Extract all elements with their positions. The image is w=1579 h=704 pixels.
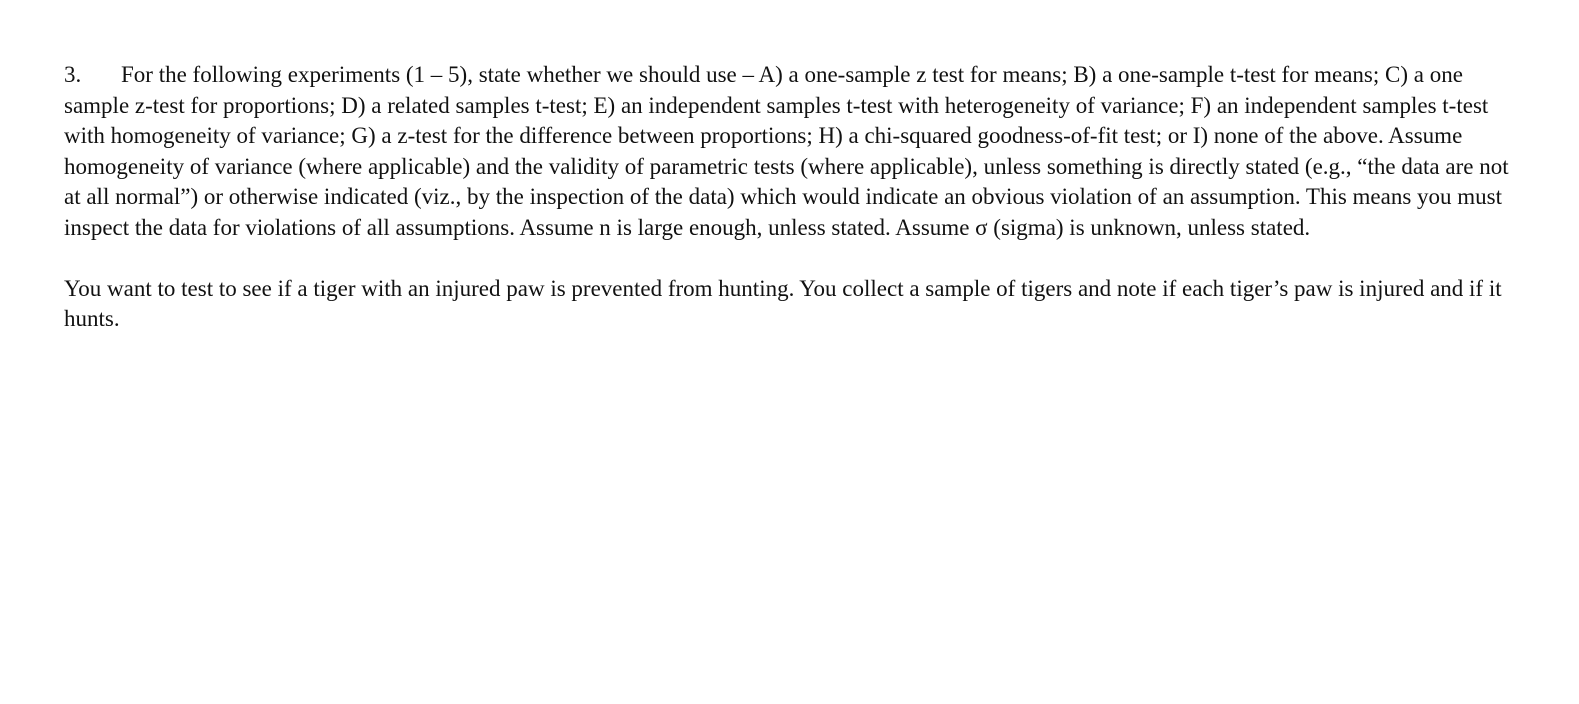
document-page bbox=[64, 60, 1524, 335]
question-text: For the following experiments (1 – 5), state whether we should use – A) a one-sample z test for means; B) a one-sample t-test for means; C) a one sample z-test for proportions; D) a related samples t-test; E) an independent samples t-test with heterogeneity of variance; F) an independent samples t-test with homogeneity of variance; G) a z-test for the difference between proportions; H) a chi-squared goodness-of-fit test; or I) none of the above. Assume homogeneity of variance (where applicable) and the validity of parametric tests (where applicable), unless something is directly stated (e.g., “the data are not at all normal”) or otherwise indicated (viz., by the inspection of the data) which would indicate an obvious violation of an assumption. This means you must inspect the data for violations of all assumptions. Assume n is large enough, unless stated. Assume σ (sigma) is unknown, unless stated. bbox=[64, 62, 1509, 240]
question-paragraph bbox=[64, 60, 1524, 244]
scenario-paragraph: You want to test to see if a tiger with an injured paw is prevented from hunting. You collect a sample of tigers and note if each tiger’s paw is injured and if it hunts. bbox=[64, 275, 1502, 332]
question-number: 3. bbox=[64, 62, 82, 87]
